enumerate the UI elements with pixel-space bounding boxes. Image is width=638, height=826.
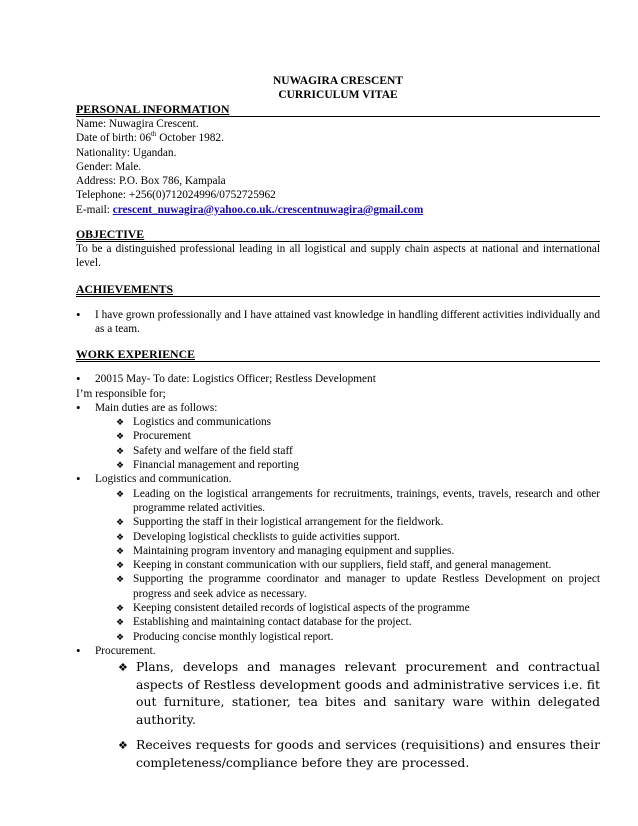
section-achievements-heading: ACHIEVEMENTS	[76, 282, 600, 297]
list-item: ❖ Keeping consistent detailed records of logistical aspects of the programme	[76, 601, 600, 615]
section-personal-heading: PERSONAL INFORMATION	[76, 102, 600, 117]
list-item: ❖ Leading on the logistical arrangements for recruitments, trainings, events, travels, research and other programme related activities.	[76, 487, 600, 516]
list-item: ❖ Plans, develops and manages relevant procurement and contractual aspects of Restless development goods and administrative services i.e. fit out furniture, stationer, tea bites and sanitary ware within delegated authority.	[76, 658, 600, 728]
list-item: ❖ Receives requests for goods and services (requisitions) and ensures their completeness/compliance before they are processed.	[76, 736, 600, 771]
list-item: ❖ Producing concise monthly logistical report.	[76, 630, 600, 644]
list-item: ❖ Maintaining program inventory and managing equipment and supplies.	[76, 544, 600, 558]
list-item: • I have grown professionally and I have attained vast knowledge in handling different activities individually and as a team.	[76, 308, 600, 337]
cv-page	[76, 74, 600, 771]
main-duties-heading: • Main duties are as follows:	[76, 401, 600, 415]
achievements-list	[76, 308, 600, 337]
personal-gender: Gender: Male.	[76, 160, 142, 173]
personal-nationality: Nationality: Ugandan.	[76, 146, 177, 159]
personal-name: Name: Nuwagira Crescent.	[76, 118, 199, 130]
email-link[interactable]: crescent_nuwagira@yahoo.co.uk./crescentnuwagira@gmail.com	[112, 203, 424, 216]
personal-dob: Date of birth: 06th October 1982.	[76, 130, 224, 145]
personal-telephone: Telephone: +256(0)712024996/0752725962	[76, 189, 276, 202]
cv-doc-title: CURRICULUM VITAE	[278, 89, 398, 101]
main-duties-list	[76, 401, 600, 771]
list-item: ❖ Supporting the staff in their logistical arrangement for the fieldwork.	[76, 515, 600, 529]
section-objective-heading: OBJECTIVE	[76, 227, 600, 242]
list-item: ❖ Developing logistical checklists to guide activities support.	[76, 530, 600, 544]
spacer	[76, 728, 600, 736]
logistics-heading: • Logistics and communication.	[76, 472, 600, 486]
personal-info	[76, 117, 600, 217]
procurement-heading: • Procurement.	[76, 644, 600, 658]
list-item: ❖ Logistics and communications	[76, 415, 600, 429]
personal-address: Address: P.O. Box 786, Kampala	[76, 175, 226, 188]
list-item: ❖ Keeping in constant communication with our suppliers, field staff, and general management.	[76, 558, 600, 572]
work-list	[76, 372, 600, 386]
list-item: ❖ Financial management and reporting	[76, 458, 600, 472]
cv-name: NUWAGIRA CRESCENT	[272, 75, 404, 87]
work-position: • 20015 May- To date: Logistics Officer; Restless Development	[76, 372, 600, 386]
list-item: ❖ Safety and welfare of the field staff	[76, 444, 600, 458]
section-work-heading: WORK EXPERIENCE	[76, 347, 600, 362]
objective-text: To be a distinguished professional leading in all logistical and supply chain aspects at national and international level.	[76, 243, 600, 270]
work-responsible: I’m responsible for;	[76, 387, 166, 400]
list-item: ❖ Supporting the programme coordinator and manager to update Restless Development on project progress and seek advice as necessary.	[76, 572, 600, 601]
list-item: ❖ Procurement	[76, 429, 600, 443]
personal-email: E-mail: crescent_nuwagira@yahoo.co.uk./crescentnuwagira@gmail.com	[76, 203, 424, 216]
list-item: ❖ Establishing and maintaining contact database for the project.	[76, 615, 600, 629]
